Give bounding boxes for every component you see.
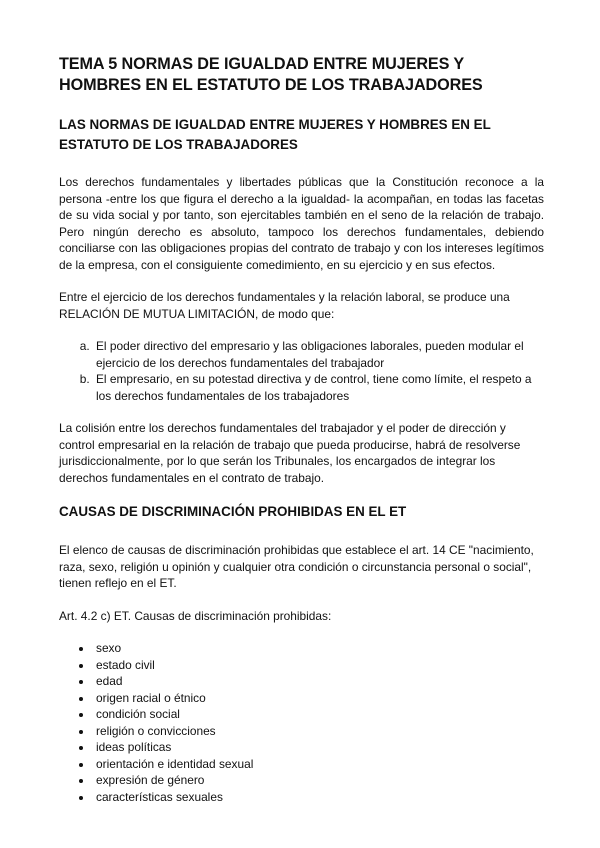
discrimination-causes-list bbox=[59, 640, 544, 805]
paragraph-art-4-2: Art. 4.2 c) ET. Causas de discriminación prohibidas: bbox=[59, 608, 332, 623]
list-item: • religión o convicciones bbox=[93, 723, 544, 740]
limitation-list bbox=[59, 338, 544, 404]
list-item: • condición social bbox=[93, 706, 544, 723]
section-heading-causas: CAUSAS DE DISCRIMINACIÓN PROHIBIDAS EN EL ET bbox=[59, 504, 407, 519]
document-page bbox=[59, 54, 544, 805]
document-title: TEMA 5 NORMAS DE IGUALDAD ENTRE MUJERES Y HOMBRES EN EL ESTATUTO DE LOS TRABAJADORES bbox=[59, 55, 483, 94]
list-item: • ideas políticas bbox=[93, 739, 544, 756]
paragraph-elenco-causas: El elenco de causas de discriminación prohibidas que establece el art. 14 CE "nacimiento, raza, sexo, religión u opinión y cualquier otra condición o circunstancia personal o social", tienen reflejo en el ET. bbox=[59, 543, 534, 590]
paragraph-derechos-fundamentales: Los derechos fundamentales y libertades públicas que la Constitución reconoce a la persona -entre los que figura el derecho a la igualdad- la acompañan, en todas las facetas de su vida social y por tanto, son ejercitables también en el seno de la relación de trabajo. Pero ningún derecho es absoluto, tampoco los derechos fundamentales, debiendo conciliarse con las obligaciones propias del contrato de trabajo y con los intereses legítimos de la empresa, con el consiguiente comedimiento, en su ejercicio y en sus efectos. bbox=[59, 175, 544, 272]
list-item: • características sexuales bbox=[93, 789, 544, 806]
paragraph-colision: La colisión entre los derechos fundamentales del trabajador y el poder de dirección y control empresarial en la relación de trabajo que pueda producirse, habrá de resolverse jurisdiccionalmente, por lo que serán los Tribunales, los encargados de integrar los derechos fundamentales en el contrato de trabajo. bbox=[59, 421, 521, 485]
list-item: • origen racial o étnico bbox=[93, 690, 544, 707]
list-item: • estado civil bbox=[93, 657, 544, 674]
limitation-list-item: a. El poder directivo del empresario y las obligaciones laborales, pueden modular el ejercicio de los derechos fundamentales del trabajador bbox=[93, 338, 544, 371]
section-heading-normas: LAS NORMAS DE IGUALDAD ENTRE MUJERES Y HOMBRES EN EL ESTATUTO DE LOS TRABAJADORES bbox=[59, 117, 491, 152]
list-item: • orientación e identidad sexual bbox=[93, 756, 544, 773]
list-item: • sexo bbox=[93, 640, 544, 657]
limitation-list-item: b. El empresario, en su potestad directiva y de control, tiene como límite, el respeto a los derechos fundamentales de los trabajadores bbox=[93, 371, 544, 404]
list-item: • expresión de género bbox=[93, 772, 544, 789]
list-item: • edad bbox=[93, 673, 544, 690]
paragraph-mutua-limitacion: Entre el ejercicio de los derechos fundamentales y la relación laboral, se produce una RELACIÓN DE MUTUA LIMITACIÓN, de modo que: bbox=[59, 290, 510, 321]
